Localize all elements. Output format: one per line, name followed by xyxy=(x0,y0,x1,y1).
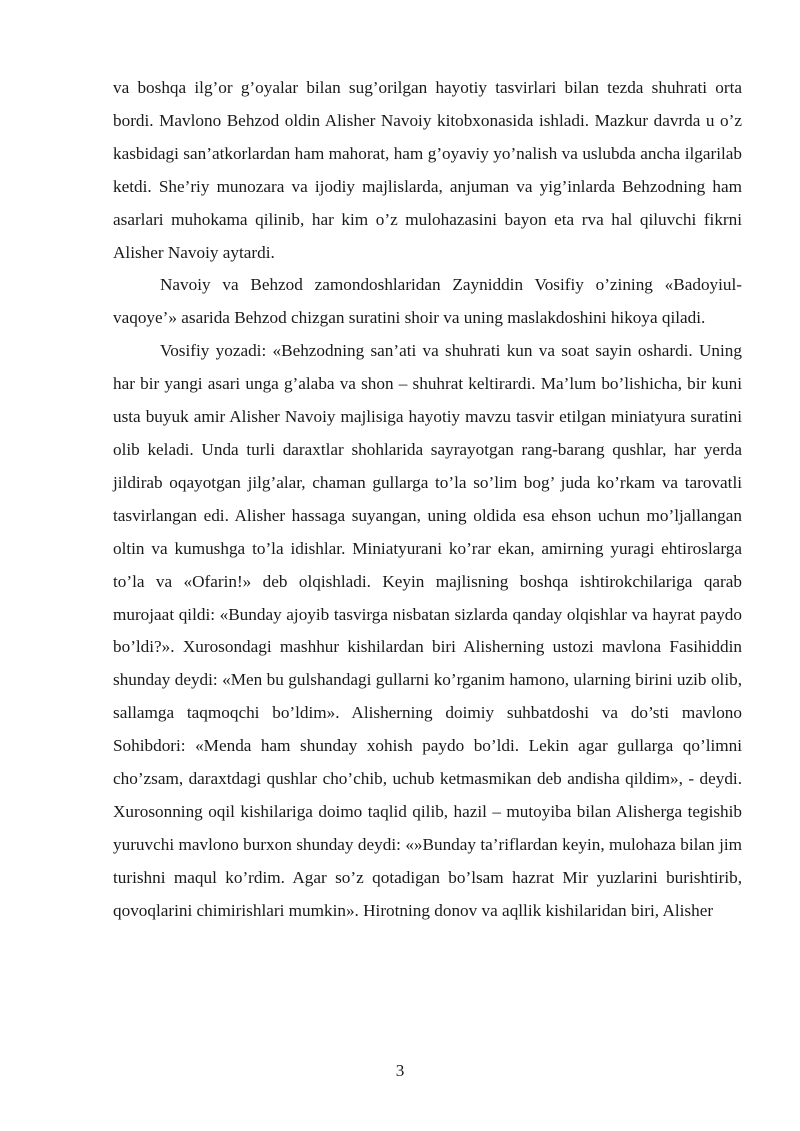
paragraph: Navoiy va Behzod zamondoshlaridan Zayniddin Vosifiy o’zining «Badoyiul-vaqoye’» asarida Behzod chizgan suratini shoir va uning maslakdoshini hikoya qiladi. xyxy=(113,275,742,328)
paragraph: va boshqa ilg’or g’oyalar bilan sug’orilgan hayotiy tasvirlari bilan tezda shuhrati orta bordi. Mavlono Behzod oldin Alisher Navoiy kitobxonasida ishladi. Mazkur davrda u o’z kasbidagi san’atkorlardan ham mahorat, ham g’oyaviy yo’nalish va uslubda ancha ilgarilab ketdi. She’riy munozara va ijodiy majlislarda, anjuman va yig’inlarda Behzodning ham asarlari muhokama qilinib, har kim o’z mulohazasini bayon eta rva hal qiluvchi fikrni Alisher Navoiy aytardi. xyxy=(113,78,742,262)
body-text xyxy=(113,72,742,928)
page-number: 3 xyxy=(395,1061,405,1080)
paragraph: Vosifiy yozadi: «Behzodning san’ati va shuhrati kun va soat sayin oshardi. Uning har bir yangi asari unga g’alaba va shon – shuhrat keltirardi. Ma’lum bo’lishicha, bir kuni usta buyuk amir Alisher Navoiy majlisiga hayotiy mavzu tasvir etilgan miniatyura suratini olib keladi. Unda turli daraxtlar shohlarida sayrayotgan rang-barang qushlar, har yerda jildirab oqayotgan jilg’alar, chaman gullarga to’la so’lim bog’ juda ko’rkam va tarovatli tasvirlangan edi. Alisher hassaga suyangan, uning oldida esa ehson uchun mo’ljallangan oltin va kumushga to’la idishlar. Miniatyurani ko’rar ekan, amirning yuragi ehtiroslarga to’la va «Ofarin!» deb olqishladi. Keyin majlisning boshqa ishtirokchilariga qarab murojaat qildi: «Bunday ajoyib tasvirga nisbatan sizlarda qanday olqishlar va hayrat paydo bo’ldi?». Xurosondagi mashhur kishilardan biri Alisherning ustozi mavlona Fasihiddin shunday deydi: «Men bu gulshandagi gullarni ko’rganim hamono, ularning birini uzib olib, sallamga taqmoqchi bo’ldim». Alisherning doimiy suhbatdoshi va do’sti mavlono Sohibdori: «Menda ham shunday xohish paydo bo’ldi. Lekin agar gullarga qo’limni cho’zsam, daraxtdagi qushlar cho’chib, uchub ketmasmikan deb andisha qildim», - deydi. Xurosonning oqil kishilariga doimo taqlid qilib, hazil – mutoyiba bilan Alisherga tegishib yuruvchi mavlono burxon shunday deydi: «»Bunday ta’riflardan keyin, mulohaza bilan jim turishni maqul ko’rdim. Agar so’z qotadigan bo’lsam hazrat Mir yuzlarini burishtirib, qovoqlarini chimirishlari mumkin». Hirotning donov va aqllik kishilaridan biri, Alisher xyxy=(113,341,742,920)
